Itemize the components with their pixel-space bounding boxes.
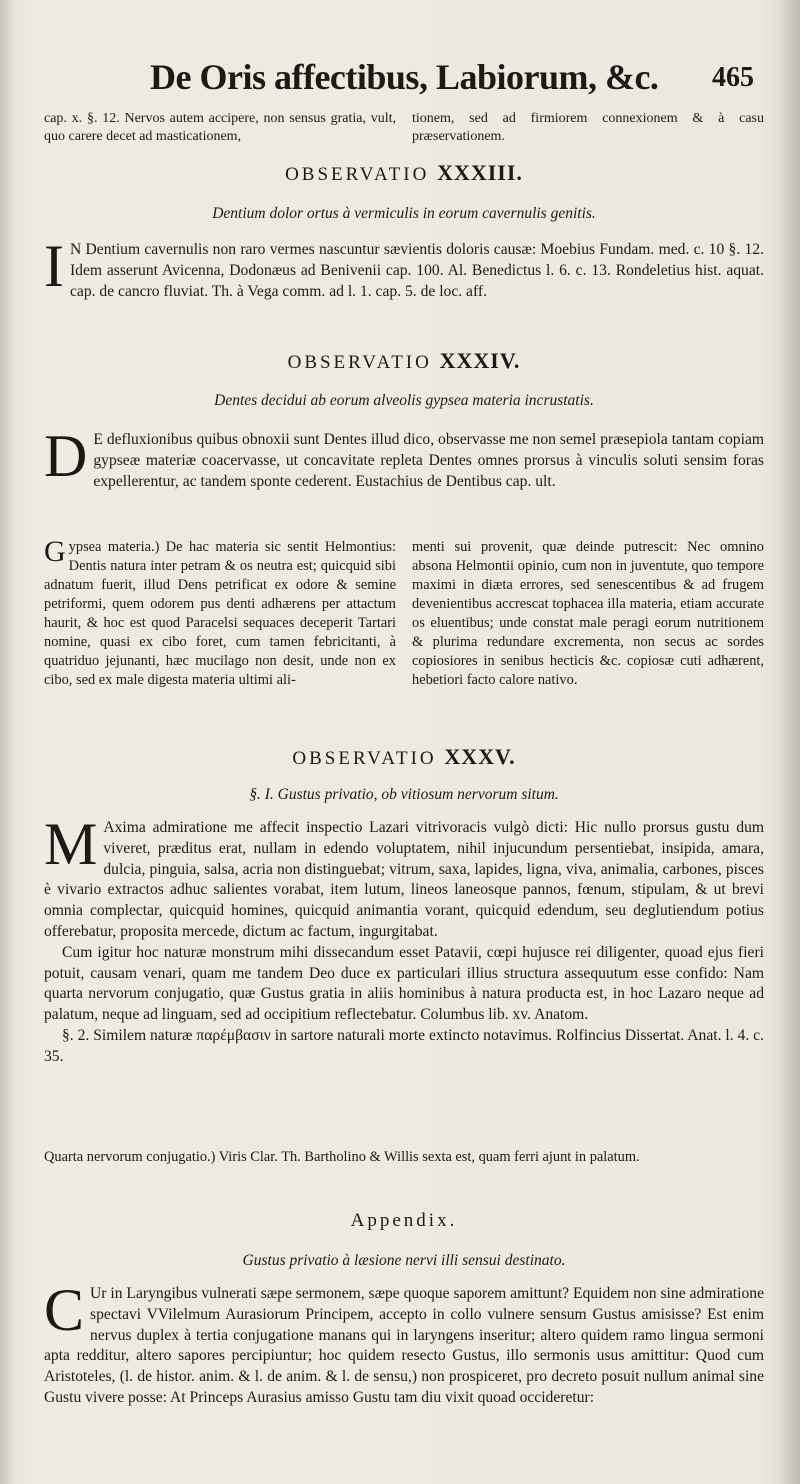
obs35-para1-text: Axima admiratione me affecit inspectio Lazari vitrivoracis vulgò dicti: Hic nullo prorsus gustu dum viveret, præditus erat, nullam in edendo voluptatem, nihil injucundum persentiebat, insipida, amara, dulcia, pinguia, salsa, acria non distinguebat; vitrum, saxa, lapides, ligna, viva, animalia, carbones, pisces è vivario extractos adhuc salientes vorabat, item lutum, lineos laneosque pannos, fœnum, stipulam, & ut brevi omnia complectar, quicquid homines, quicquid animantia vorant, quicquid edendum, seu deglutiendum potius offerebatur, proposita mercede, dictum ac factum, ingurgitabat. xyxy=(44,819,764,940)
continuation-left: cap. x. §. 12. Nervos autem accipere, non sensus gratia, vult, quo carere decet ad masticationem, xyxy=(44,111,396,144)
obs33-text: N Dentium cavernulis non raro vermes nascuntur sævientis doloris causæ: Moebius Fundam. med. c. 10 §. 12. Idem asserunt Avicenna, Dodonæus ad Benivenii cap. 100. Al. Benedictus l. 6. c. 13. Rondeletius hist. aquat. cap. de cancro fluviat. Th. à Vega comm. ad l. 1. cap. 5. de loc. aff. xyxy=(69,241,764,300)
obs35-note: Quarta nervorum conjugatio.) Viris Clar. Th. Bartholino & Willis sexta est, quam ferri ajunt in palatum. xyxy=(44,1149,640,1165)
page-edge-shadow xyxy=(778,0,800,1484)
obs33-dropcap: I xyxy=(44,233,64,299)
obs33-paragraph xyxy=(44,233,764,302)
appendix-dropcap: C xyxy=(44,1277,85,1343)
obs34-note-right: menti sui provenit, quæ deinde putrescit: Nec omnino absona Helmontii opinio, cum non in juventute, quo tempore maximi in diæta errores, sed senescentibus & ad frugem devenientibus accrescat tophacea illa materia, etiam accurate os eluentibus; unde constat male peragi eorum nutritionem & plurima redundare excrementa, non secus ac sordes copiosiores in senibus hecticis &c. copiosæ cuti adhærent, hebetiori facto calore nativo. xyxy=(412,539,764,688)
page-number: 465 xyxy=(712,62,754,93)
continuation-text xyxy=(44,110,764,146)
obs34-subtitle: Dentes decidui ab eorum alveolis gypsea materia incrustatis. xyxy=(214,392,594,409)
obs35-body xyxy=(44,811,764,1068)
appendix-subtitle: Gustus privatio à læsione nervi illi sensui destinato. xyxy=(242,1252,566,1269)
obs35-heading xyxy=(44,744,764,770)
obs35-paragraph-1 xyxy=(44,811,764,943)
obs34-heading xyxy=(44,348,764,374)
obs35-subtitle: §. I. Gustus privatio, ob vitiosum nervorum situm. xyxy=(249,786,559,803)
obs33-heading xyxy=(44,160,764,186)
obs34-number: XXXIV. xyxy=(439,348,521,373)
obs34-text: E defluxionibus quibus obnoxii sunt Dentes illud dico, observasse me non semel præsepiola tantam copiam gypseæ materiæ coacervasse, ut concavitate repleta Dentes omnes prorsus à vinculis soluti sensim foras expellerentur, ac tandem sponte cederent. Eustachius de Dentibus cap. ult. xyxy=(93,431,764,490)
obs34-note-dropcap: G xyxy=(44,535,66,568)
appendix-paragraph xyxy=(44,1277,764,1409)
obs33-number: XXXIII. xyxy=(437,160,523,185)
obs33-subtitle: Dentium dolor ortus à vermiculis in eorum cavernulis genitis. xyxy=(212,205,596,222)
obs33-heading-word: OBSERVATIO xyxy=(285,164,430,185)
obs34-heading-word: OBSERVATIO xyxy=(287,352,432,373)
appendix-text: Ur in Laryngibus vulnerati sæpe sermonem, sæpe quoque saporem amittunt? Equidem non sine admiratione spectavi VVilelmum Aurasiorum Principem, accepto in collo vulnere sensum Gustus amisisse? Est enim nervus duplex à tertia conjugatione manans qui in laryngens inseritur; altero quidem ramo lingua sermoni apta redditur, altero sapores percipiuntur; hoc quidem resecto Gustus, illo sermonis usus amittitur: Quod cum Aristoteles, (l. de histor. anim. & l. de anim. & l. de sensu,) non prospiceret, pro decreto posuit nullum animal sine Gustu vivere posse: At Princeps Aurasius amisso Gustu tam diu vixit quoad occideretur: xyxy=(44,1285,764,1406)
obs34-note-left: ypsea materia.) De hac materia sic sentit Helmontius: Dentis natura inter petram & os neutra est; quicquid sibi adnatum fuerit, illud Dens petrificat ex odore & semine petriformi, quem odorem pus denti adhærens per attactum haurit, & hoc est quod Paracelsi sequaces deceperit Tartari nomine, quasi ex cibo foret, cum tamen febricitanti, à quatriduo jejunanti, hæc mucilago non desit, unde non ex cibo, sed ex male digesta materia ultimi ali- xyxy=(44,539,396,688)
obs34-dropcap: D xyxy=(44,423,88,489)
obs35-heading-word: OBSERVATIO xyxy=(292,748,437,769)
obs35-dropcap: M xyxy=(44,811,98,877)
obs35-paragraph-2: Cum igitur hoc naturæ monstrum mihi dissecandum esset Patavii, cœpi hujusce rei diligenter, quoad ejus fieri potuit, causam venari, quam me tandem Deo duce ex particulari illius structura assequutum esse confido: Nam quarta nervorum conjugatio, quæ Gustus gratia in aliis hominibus à natura producta est, in hoc Lazaro neque ad palatum, neque ad linguam, sed ad occipitium reflectebatur. Columbus lib. xv. Anatom. xyxy=(44,943,764,1024)
obs35-paragraph-3: §. 2. Similem naturæ παρέμβασιν in sartore naturali morte extincto notavimus. Rolfincius Dissertat. Anat. l. 4. c. 35. xyxy=(44,1026,764,1065)
running-head xyxy=(0,56,800,106)
appendix-heading: Appendix. xyxy=(350,1210,458,1231)
continuation-right: tionem, sed ad firmiorem connexionem & à casu præservationem. xyxy=(412,111,764,144)
obs34-paragraph xyxy=(44,423,764,492)
running-title: De Oris affectibus, Labiorum, &c. xyxy=(150,57,659,97)
obs35-number: XXXV. xyxy=(444,744,516,769)
obs34-note xyxy=(44,535,764,690)
